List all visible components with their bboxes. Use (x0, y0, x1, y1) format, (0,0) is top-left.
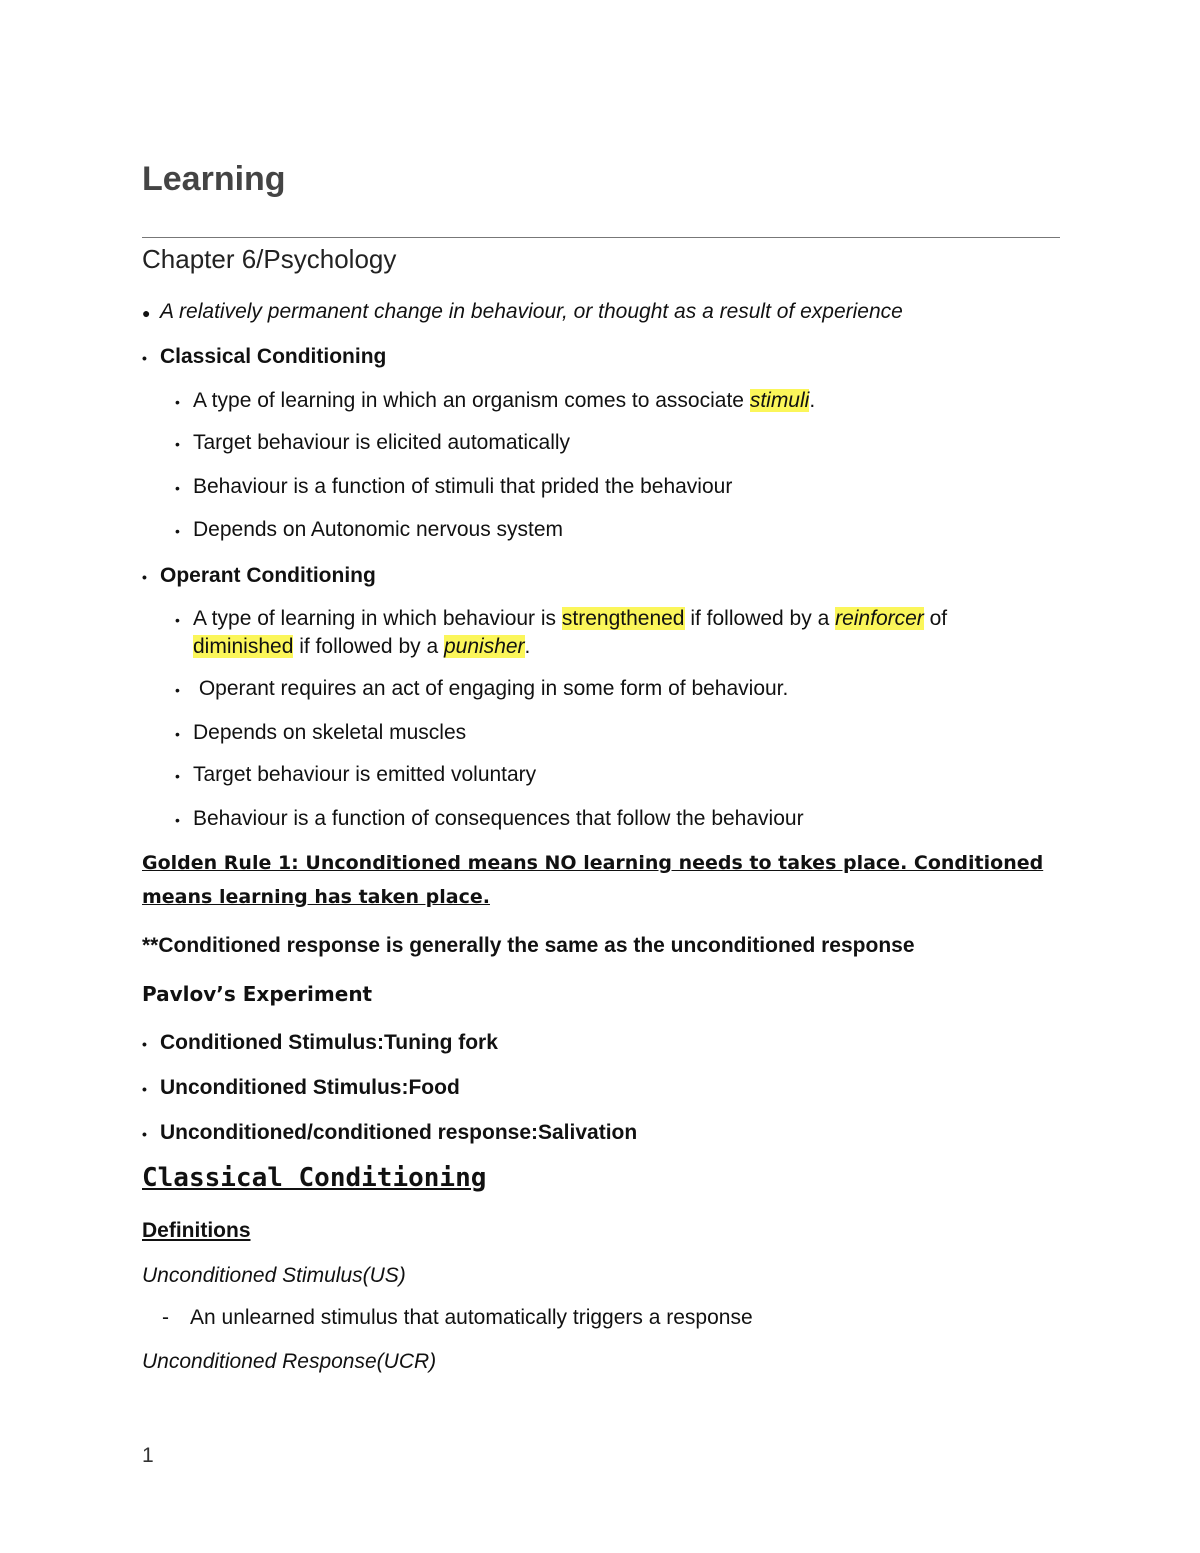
bullet-icon: • (175, 436, 180, 452)
highlighted-term: strengthened (561, 607, 685, 630)
operant-item-1-cont (193, 633, 530, 661)
classical-conditioning-heading: Classical Conditioning (142, 1163, 487, 1193)
golden-rule-line-1: Golden Rule 1: Unconditioned means NO learning needs to takes place. Conditioned (142, 852, 1044, 874)
definition-line (142, 298, 903, 327)
item-label: Unconditioned Stimulus: (160, 1076, 409, 1099)
item-text: Depends on skeletal muscles (193, 721, 467, 744)
bullet-icon: • (142, 1036, 147, 1052)
operant-heading-line (142, 562, 376, 591)
item-text: Behaviour is a function of stimuli that prided the behaviour (193, 475, 733, 498)
classical-heading-line (142, 343, 386, 372)
bullet-icon: • (175, 394, 180, 410)
term-us-definition (162, 1304, 753, 1332)
bullet-icon: • (175, 523, 180, 539)
item-text: Depends on Autonomic nervous system (193, 518, 564, 541)
highlighted-term: reinforcer (835, 607, 924, 630)
bullet-icon: • (142, 350, 147, 366)
chapter-subtitle: Chapter 6/Psychology (142, 244, 397, 274)
dash-icon: - (162, 1306, 169, 1329)
term-us: Unconditioned Stimulus(US) (142, 1264, 406, 1287)
operant-item-4 (175, 761, 536, 790)
definition-text: A relatively permanent change in behaviour, or thought as a result of experience (160, 300, 903, 323)
highlighted-term: stimuli (749, 389, 810, 412)
bullet-icon: ● (142, 305, 151, 321)
item-text: of (923, 607, 948, 630)
item-text: A type of learning in which behaviour is (193, 607, 562, 630)
conditioned-response-note: **Conditioned response is generally the same as the unconditioned response (142, 934, 915, 957)
item-text: Behaviour is a function of consequences that follow the behaviour (193, 807, 804, 830)
bullet-icon: • (142, 1081, 147, 1097)
pavlov-heading: Pavlov’s Experiment (142, 982, 373, 1006)
page-title: Learning (142, 160, 286, 198)
page-number: 1 (142, 1444, 154, 1467)
item-label: Conditioned Stimulus: (160, 1031, 384, 1054)
definitions-heading: Definitions (142, 1219, 251, 1242)
bullet-icon: • (175, 812, 180, 828)
bullet-icon: • (175, 612, 180, 628)
operant-item-1 (175, 605, 947, 634)
bullet-icon: • (175, 480, 180, 496)
item-text: A type of learning in which an organism comes to associate (193, 389, 750, 412)
classical-item-2 (175, 429, 570, 458)
item-text: if followed by a (293, 635, 444, 658)
bullet-icon: • (175, 682, 180, 698)
golden-rule-line-2: means learning has taken place. (142, 886, 490, 908)
operant-item-2 (175, 675, 788, 704)
item-text: Target behaviour is elicited automatically (193, 431, 571, 454)
classical-item-1 (175, 387, 815, 416)
bullet-icon: • (175, 726, 180, 742)
operant-item-5 (175, 805, 804, 834)
highlighted-term: punisher (443, 635, 525, 658)
item-text: Operant requires an act of engaging in some form of behaviour. (193, 677, 789, 700)
pavlov-item-2 (142, 1074, 460, 1103)
item-text: . (809, 389, 816, 412)
pavlov-item-1 (142, 1029, 498, 1058)
classical-heading: Classical Conditioning (160, 345, 387, 368)
classical-item-4 (175, 516, 563, 545)
operant-item-3 (175, 719, 466, 748)
operant-heading: Operant Conditioning (160, 564, 376, 587)
item-text: Target behaviour is emitted voluntary (193, 763, 537, 786)
highlighted-term: diminished (193, 635, 294, 658)
bullet-icon: • (142, 1126, 147, 1142)
pavlov-item-3 (142, 1119, 637, 1148)
bullet-icon: • (175, 768, 180, 784)
item-text: . (524, 635, 531, 658)
bullet-icon: • (142, 569, 147, 585)
item-text: if followed by a (684, 607, 836, 630)
classical-item-3 (175, 473, 732, 502)
item-value: Tuning fork (383, 1031, 498, 1054)
item-value: Salivation (538, 1121, 638, 1144)
item-label: Unconditioned/conditioned response: (160, 1121, 538, 1144)
item-text: An unlearned stimulus that automatically triggers a response (190, 1306, 753, 1329)
title-divider (142, 237, 1060, 238)
item-value: Food (408, 1076, 460, 1099)
term-ucr: Unconditioned Response(UCR) (142, 1350, 437, 1373)
